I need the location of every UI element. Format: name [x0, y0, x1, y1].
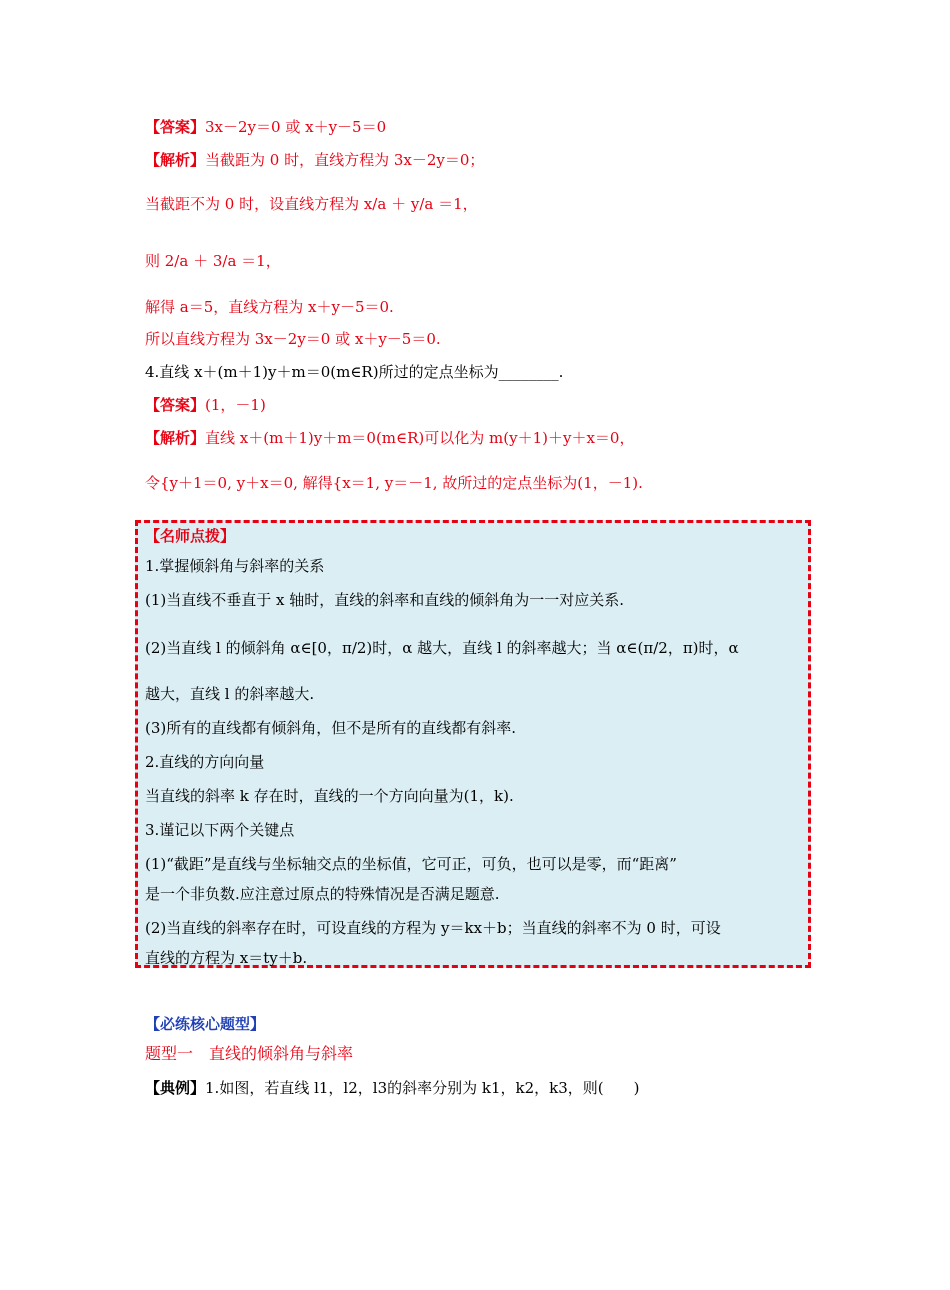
q3-analysis-5 — [145, 328, 441, 350]
q4-answer-text: (1，－1) — [205, 396, 266, 414]
q3-analysis-tag: 【解析】 — [145, 151, 206, 169]
q3-analysis-text-1: 当截距为 0 时，直线方程为 3x－2y＝0； — [205, 151, 485, 169]
q3-analysis-3 — [145, 250, 281, 272]
tips-line-11: (2)当直线的斜率存在时，可设直线的方程为 y＝kx＋b；当直线的斜率不为 0 时，可设 — [145, 919, 721, 937]
tips-line-10: 是一个非负数.应注意过原点的特殊情况是否满足题意. — [145, 885, 500, 903]
q4-answer — [145, 394, 266, 416]
tips-line-7: 当直线的斜率 k 存在时，直线的一个方向向量为(1，k). — [145, 787, 514, 805]
type-title: 题型一 直线的倾斜角与斜率 — [145, 1044, 354, 1063]
q3-answer-text: 3x－2y＝0 或 x＋y－5＝0 — [205, 118, 387, 136]
q4-analysis-text-2: 令{y＋1＝0, y＋x＝0, 解得{x＝1, y＝－1, 故所过的定点坐标为(1，－1). — [145, 474, 643, 492]
tips-line-2: (1)当直线不垂直于 x 轴时，直线的斜率和直线的倾斜角为一一对应关系. — [145, 591, 625, 609]
q3-analysis-2 — [145, 193, 478, 215]
q3-analysis-4 — [145, 296, 394, 318]
q4-analysis-tag: 【解析】 — [145, 429, 206, 447]
q4-analysis-1 — [145, 427, 634, 449]
tips-line-3: (2)当直线 l 的倾斜角 α∈[0，π/2)时，α 越大，直线 l 的斜率越大；当 α∈(π/2，π)时，α — [145, 639, 739, 657]
q3-analysis-1 — [145, 149, 484, 171]
q4-question — [145, 361, 563, 383]
tips-line-1: 1.掌握倾斜角与斜率的关系 — [145, 557, 325, 575]
q3-answer-tag: 【答案】 — [145, 118, 206, 136]
q3-analysis-text-2: 当截距不为 0 时，设直线方程为 x/a ＋ y/a ＝1， — [145, 195, 478, 213]
tips-title: 【名师点拨】 — [145, 527, 236, 545]
q3-analysis-text-3: 则 2/a ＋ 3/a ＝1， — [145, 252, 281, 270]
tips-line-9: (1)“截距”是直线与坐标轴交点的坐标值，它可正，可负，也可以是零，而“距离” — [145, 855, 677, 873]
q4-analysis-text-1: 直线 x＋(m＋1)y＋m＝0(m∈R)可以化为 m(y＋1)＋y＋x＝0， — [205, 429, 635, 447]
q3-answer — [145, 116, 386, 138]
q4-question-text: 4.直线 x＋(m＋1)y＋m＝0(m∈R)所过的定点坐标为________. — [145, 363, 564, 381]
tips-line-4: 越大，直线 l 的斜率越大. — [145, 685, 315, 703]
tips-line-8: 3.谨记以下两个关键点 — [145, 821, 295, 839]
q4-analysis-2 — [145, 472, 643, 494]
example — [145, 1077, 640, 1099]
tips-line-12: 直线的方程为 x＝ty＋b. — [145, 949, 308, 967]
tips-box — [135, 520, 811, 968]
example-text: 1.如图，若直线 l1，l2，l3的斜率分别为 k1，k2，k3，则( ) — [205, 1079, 640, 1097]
q3-analysis-text-5: 所以直线方程为 3x－2y＝0 或 x＋y－5＝0. — [145, 330, 441, 348]
tips-line-6: 2.直线的方向向量 — [145, 753, 265, 771]
section-heading: 【必练核心题型】 — [145, 1015, 266, 1033]
example-tag: 【典例】 — [145, 1079, 206, 1097]
tips-line-5: (3)所有的直线都有倾斜角，但不是所有的直线都有斜率. — [145, 719, 517, 737]
q3-analysis-text-4: 解得 a＝5，直线方程为 x＋y－5＝0. — [145, 298, 394, 316]
q4-answer-tag: 【答案】 — [145, 396, 206, 414]
